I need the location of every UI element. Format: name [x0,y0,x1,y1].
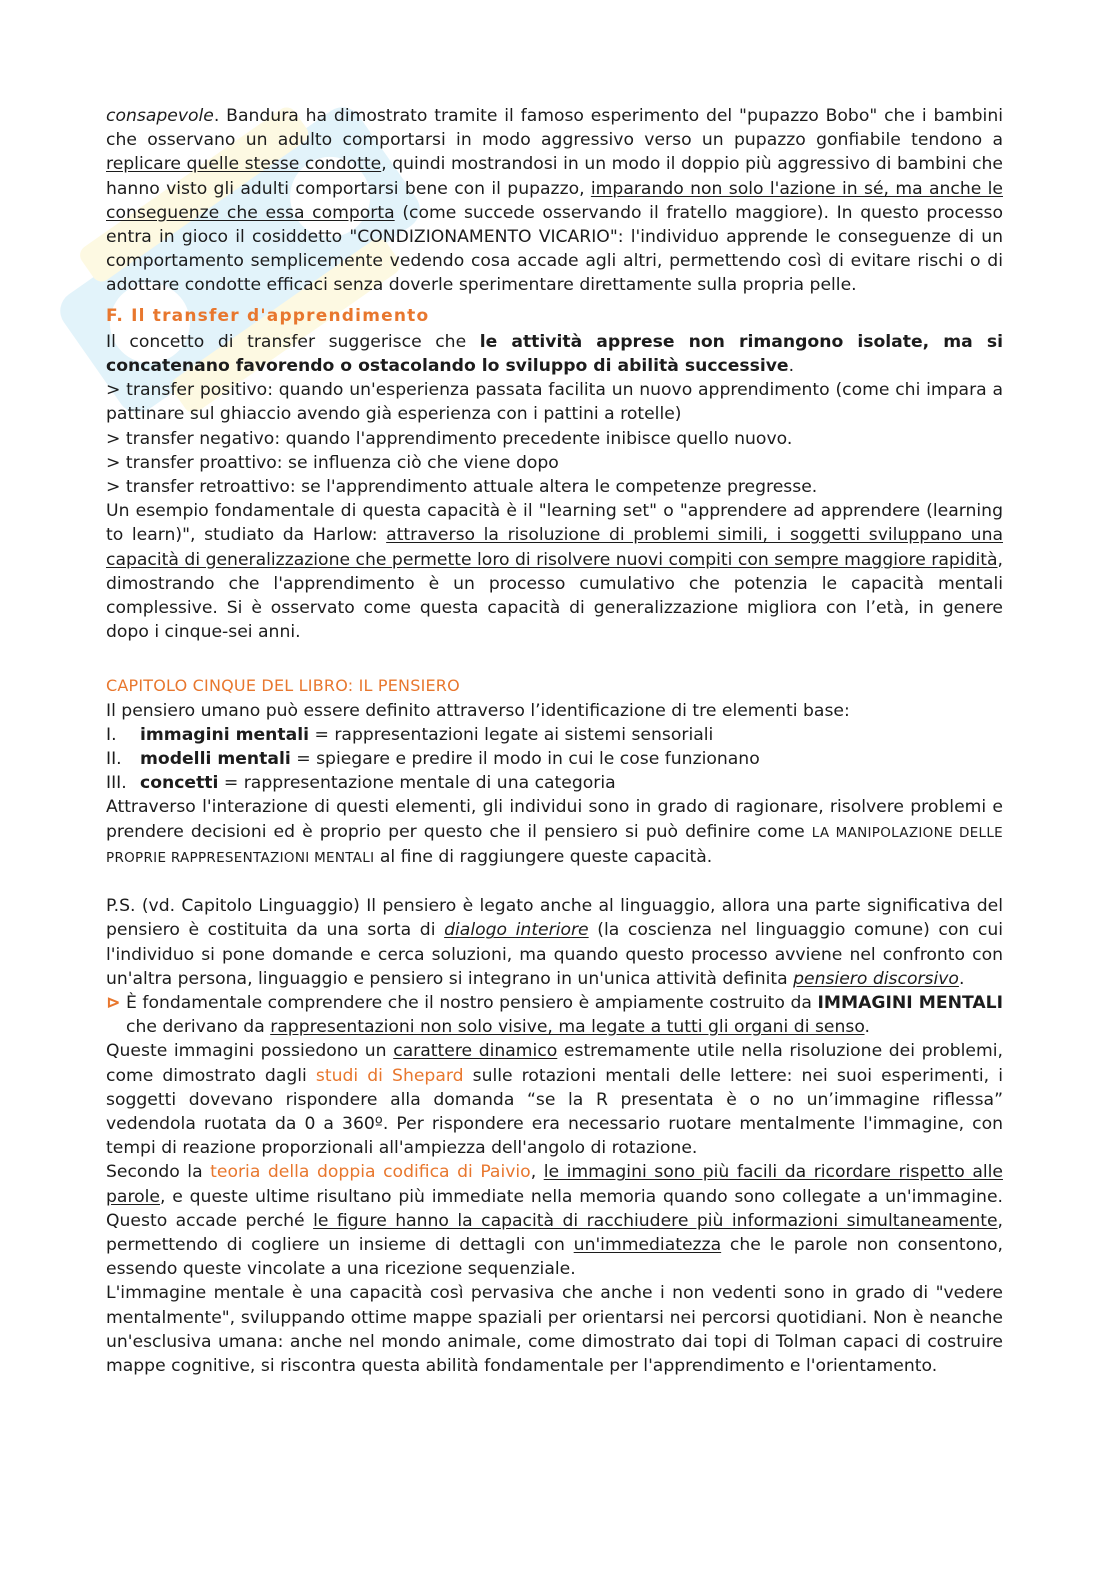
text-run: È fondamentale comprendere che il nostro pensiero è ampiamente costruito da [126,992,818,1013]
underlined-text: attraverso la risoluzione di problemi simili, i soggetti sviluppano una capacità di generalizzazione che permette loro di risolvere nuovi compiti con sempre maggiore rapidità [106,525,1003,570]
highlighted-text: teoria della doppia codifica di Paivio [210,1162,531,1183]
text-run: Attraverso l'interazione di questi elementi, gli individui sono in grado di ragionare, risolvere problemi e prendere decisioni ed è proprio per questo che il pensiero si può definire come [106,797,1003,842]
bandura-paragraph [106,104,1003,298]
underlined-text: carattere dinamico [393,1041,558,1062]
bold-text: concetti [140,773,219,794]
underlined-text: imparando non solo l'azione in sé, ma anche le conseguenze che essa comporta [106,178,1003,223]
text-run: . [788,356,795,377]
list-item [106,747,1003,771]
bold-text: IMMAGINI MENTALI [817,992,1004,1013]
arrow-bullet-icon: ⊳ [106,992,121,1013]
ps-paragraph [106,894,1003,991]
highlighted-text: studi di Shepard [315,1065,464,1086]
underlined-text: replicare quelle stesse condotte [106,154,382,175]
text-run: , permettendo di cogliere un insieme di dettagli con [106,1210,1003,1255]
list-number: I. [106,724,117,745]
bold-text: le attività apprese non rimangono isolate, ma si concatenano favorendo o ostacolando lo sviluppo di abilità successive [106,331,1003,377]
text-run: Un esempio fondamentale di questa capacità è il "learning set" o "apprendere ad apprendere (learning to learn)", studiato da Harlow: [106,501,1003,546]
text-run: . Bandura ha dimostrato tramite il famoso esperimento del "pupazzo Bobo" che i bambini che osservano un adulto comportarsi in modo aggressivo verso un pupazzo gonfiabile tendono a [106,106,1003,151]
text-run: , [530,1162,544,1183]
paivio-paragraph [106,1160,1003,1281]
underlined-text: un'immediatezza [573,1234,722,1255]
spacer [106,870,1003,894]
text-run: estremamente utile nella risoluzione dei problemi, come dimostrato dagli [106,1041,1003,1086]
text-run: = rappresentazioni legate ai sistemi sensoriali [309,724,714,745]
transfer-item: > transfer negativo: quando l'apprendimento precedente inibisce quello nuovo. [106,428,793,449]
text-run: = rappresentazione mentale di una categoria [218,773,616,794]
text-run: . [864,1017,870,1038]
transfer-intro [106,330,1003,378]
underlined-text: le figure hanno la capacità di racchiudere più informazioni simultaneamente [313,1210,998,1231]
transfer-item: > transfer retroattivo: se l'apprendimento attuale altera le competenze pregresse. [106,477,818,498]
text-run: Secondo la [106,1162,211,1183]
text-consapevole: consapevole [106,106,214,126]
list-item [106,723,1003,747]
shepard-paragraph [106,1039,1003,1160]
list-item [106,771,1003,795]
list-number: II. [106,749,122,770]
text-run: (come succede osservando il fratello maggiore). In questo processo entra in gioco il cosiddetto "CONDIZIONAMENTO VICARIO": l'individuo apprende le conseguenze di un comportamento semplicemente vedendo cosa accade agli altri, permettendo così di evitare rischi o di adottare condotte efficaci senza doverle sperimentare direttamente sulla propria pelle. [106,202,1003,296]
chapter-title: CAPITOLO CINQUE DEL LIBRO: IL PENSIERO [106,676,460,696]
text-run: , quindi mostrandosi in un modo il doppio più aggressivo di bambini che hanno visto gli adulti comportarsi bene con il pupazzo, [106,154,1003,199]
text-run: (la coscienza nel linguaggio comune) con cui l'individuo si pone domande e cerca soluzioni, ma quando questo processo avviene nel confronto con un'altra persona, linguaggio e pensiero si integrano in un'unica attività definita [106,920,1003,989]
document-page [106,104,1003,1378]
text-run: Queste immagini possiedono un [106,1041,394,1062]
underlined-text: rappresentazioni non solo visive, ma legate a tutti gli organi di senso [270,1017,865,1038]
text-run: , dimostrando che l'apprendimento è un processo cumulativo che potenzia le capacità mentali complessive. Si è osservato come questa capacità di generalizzazione migliora con l’età, in genere dopo i cinque-sei anni. [106,549,1003,643]
transfer-item: > transfer positivo: quando un'esperienza passata facilita un nuovo apprendimento (come chi impara a pattinare sul ghiaccio avendo già esperienza con i pattini a rotelle) [106,380,1003,425]
manipulation-paragraph [106,795,1003,870]
list-number: III. [106,773,127,794]
section-heading-transfer: F. Il transfer d'apprendimento [106,305,430,326]
text-run: = spiegare e predire il modo in cui le cose funzionano [290,749,760,770]
text-run: , e queste ultime risultano più immediate nella memoria quando sono collegate a un'immagine. Questo accade perché [106,1186,1003,1231]
italic-underlined-text: dialogo interiore [444,920,589,941]
bold-text: immagini mentali [140,724,310,745]
bold-text: modelli mentali [140,749,291,770]
text-run: sulle rotazioni mentali delle lettere: nei suoi esperimenti, i soggetti dovevano rispondere alla domanda “se la R presentata è o no un’immagine riflessa” vedendola ruotata da 0 a 360º. Per rispondere era necessario ruotare mentalmente l'immagine, con tempi di reazione proporzionali all'ampiezza dell'angolo di rotazione. [106,1065,1003,1159]
chapter-intro: Il pensiero umano può essere definito attraverso l’identificazione di tre elementi base: [106,700,850,721]
transfer-item: > transfer proattivo: se influenza ciò che viene dopo [106,452,559,473]
small-caps-text: LA MANIPOLAZIONE DELLE PROPRIE RAPPRESENTAZIONI MENTALI [106,824,1003,866]
text-run: P.S. (vd. Capitolo Linguaggio) Il pensiero è legato anche al linguaggio, allora una parte significativa del pensiero è costituita da una sorta di [106,896,1003,941]
text-run: . [958,968,965,989]
text-run: che le parole non consentono, essendo queste vincolate a una ricezione sequenziale. [106,1234,1003,1280]
text-run: che derivano da [126,1017,271,1038]
bullet-item [106,991,1003,1039]
italic-underlined-text: pensiero discorsivo [793,968,959,989]
underlined-text: le immagini sono più facili da ricordare rispetto alle parole [106,1162,1003,1207]
text-run: al fine di raggiungere queste capacità. [374,846,713,867]
learning-set-paragraph [106,499,1003,644]
text-run: Il concetto di transfer suggerisce che [106,331,480,352]
final-paragraph: L'immagine mentale è una capacità così pervasiva che anche i non vedenti sono in grado di "vedere mentalmente", sviluppando ottime mappe spaziali per orientarsi nei percorsi quotidiani. Non è neanche un'esclusiva umana: anche nel mondo animale, come dimostrato dai topi di Tolman capaci di costruire mappe cognitive, si riscontra questa abilità fondamentale per l'apprendimento e l'orientamento. [106,1283,1003,1376]
